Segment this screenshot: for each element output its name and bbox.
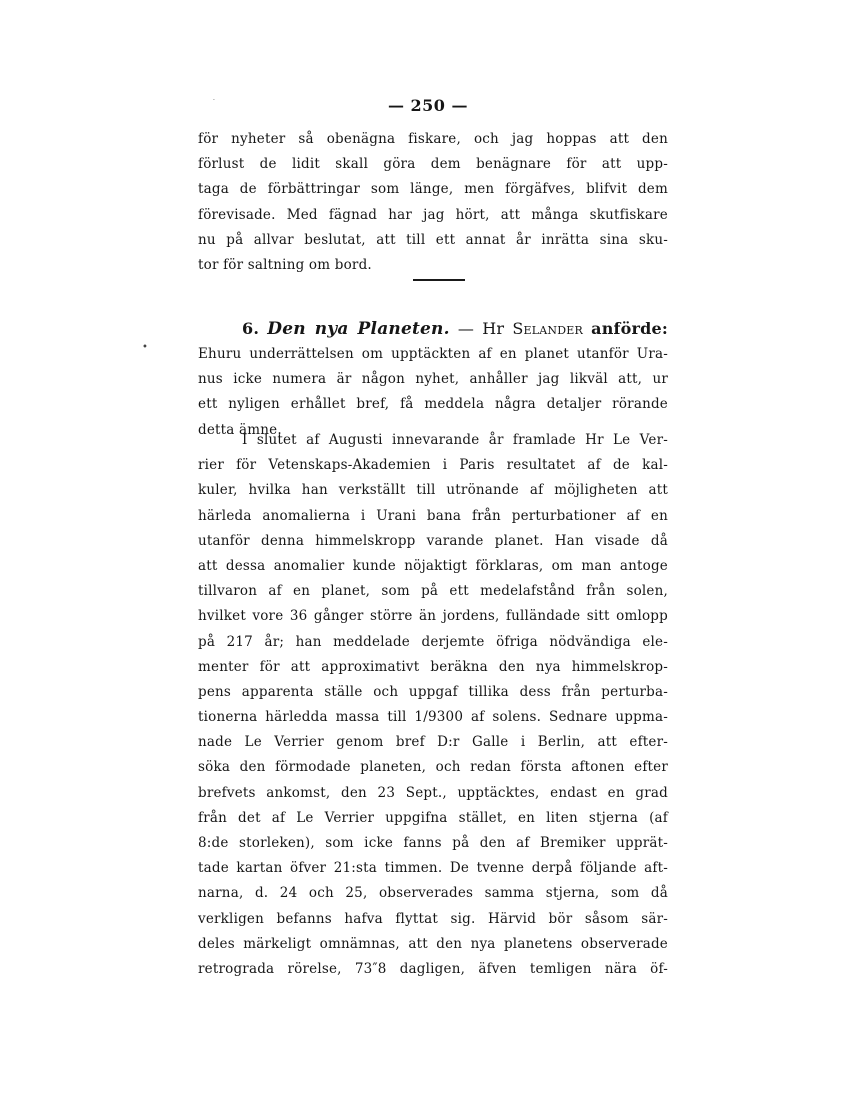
paragraph-fishing <box>198 127 668 278</box>
bullet-mark: • <box>142 342 148 353</box>
text-line: för nyheter så obenägna fiskare, och jag hoppas att den <box>198 131 668 147</box>
heading-prefix: Hr <box>482 319 505 338</box>
text-line: retrograda rörelse, 73″8 dagligen, äfven temligen nära öf- <box>198 960 668 977</box>
text-line: brefvets ankomst, den 23 Sept., upptäcktes, endast en grad <box>198 784 668 801</box>
section-divider <box>413 279 465 281</box>
text-line: nade Le Verrier genom bref D:r Galle i Berlin, att efter- <box>198 734 668 751</box>
heading-verb: anförde: <box>591 319 668 338</box>
text-line: härleda anomalierna i Urani bana från perturbationer af en <box>198 507 668 524</box>
text-line: nu på allvar beslutat, att till ett annat år inrätta sina sku- <box>198 231 668 248</box>
heading-dash: — <box>457 319 475 338</box>
text-line: tor för saltning om bord. <box>198 256 372 273</box>
page-number: — 250 — <box>387 96 469 115</box>
text-line: kuler, hvilka han verkställt till utrönande af möjligheten att <box>198 482 668 499</box>
text-line: I slutet af Augusti innevarande år framlade Hr Le Ver- <box>242 432 668 448</box>
text-line: 8:de storleken), som icke fanns på den af Bremiker upprät- <box>198 835 668 851</box>
paragraph-planet-intro <box>198 316 668 443</box>
text-line: rier för Vetenskaps-Akademien i Paris resultatet af de kal- <box>198 457 668 474</box>
text-line: förlust de lidit skall göra dem benägnare för att upp- <box>198 156 668 173</box>
paragraph-le-verrier <box>198 428 668 982</box>
text-line: detta ämne. <box>198 421 282 438</box>
text-line: hvilket vore 36 gånger större än jordens, fulländade sitt omlopp <box>198 608 668 625</box>
section-number: 6. <box>242 319 260 338</box>
text-line: tade kartan öfver 21:sta timmen. De tvenne derpå följande aft- <box>198 860 668 877</box>
text-line: Ehuru underrättelsen om upptäckten af en planet utanför Ura- <box>198 346 668 362</box>
text-line: söka den förmodade planeten, och redan första aftonen efter <box>198 759 668 776</box>
text-line: deles märkeligt omnämnas, att den nya planetens observerade <box>198 935 668 952</box>
text-line: pens apparenta ställe och uppgaf tillika dess från perturba- <box>198 683 668 700</box>
text-line: från det af Le Verrier uppgifna stället, en liten stjerna (af <box>198 809 668 826</box>
text-line: ett nyligen erhållet bref, få meddela några detaljer rörande <box>198 396 668 413</box>
text-line: menter för att approximativt beräkna den nya himmelskrop- <box>198 658 668 675</box>
section-heading <box>198 316 668 342</box>
text-line: att dessa anomalier kunde nöjaktigt förklaras, om man antoge <box>198 557 668 574</box>
text-line: utanför denna himmelskropp varande planet. Han visade då <box>198 532 668 549</box>
text-line: tillvaron af en planet, som på ett medelafstånd från solen, <box>198 583 668 600</box>
text-line: på 217 år; han meddelade derjemte öfriga nödvändiga ele- <box>198 633 668 650</box>
speaker-name: Selander <box>512 319 583 338</box>
scan-speck: · <box>213 97 215 104</box>
text-line: tionerna härledda massa till 1/9300 af solens. Sednare uppma- <box>198 709 668 726</box>
text-line: narna, d. 24 och 25, observerades samma stjerna, som då <box>198 885 668 902</box>
text-line: nus icke numera är någon nyhet, anhåller jag likväl att, ur <box>198 371 668 388</box>
text-line: verkligen befanns hafva flyttat sig. Härvid bör såsom sär- <box>198 910 668 927</box>
text-line: förevisade. Med fägnad har jag hört, att många skutfiskare <box>198 206 668 223</box>
section-title: Den nya Planeten. <box>267 319 450 339</box>
text-line: taga de förbättringar som länge, men förgäfves, blifvit dem <box>198 181 668 198</box>
